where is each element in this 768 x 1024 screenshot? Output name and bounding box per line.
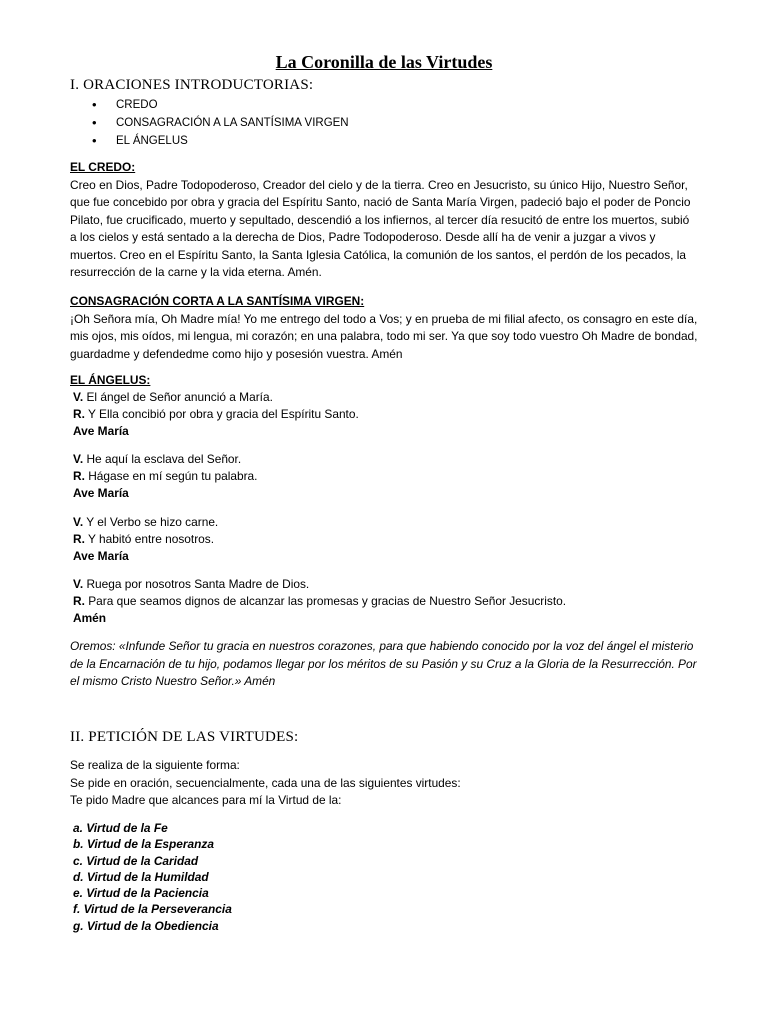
virtue-item: d. Virtud de la Humildad	[73, 869, 209, 884]
response-line	[73, 593, 693, 610]
response-text: Y Ella concibió por obra y gracia del Espíritu Santo.	[88, 407, 359, 421]
versicle-text: Y el Verbo se hizo carne.	[86, 515, 219, 529]
consagracion-text: ¡Oh Señora mía, Oh Madre mía! Yo me entrego del todo a Vos; y en prueba de mi filial afecto, os consagro en este día, mis ojos, mis oídos, mi lengua, mi corazón; en una palabra, todo mi ser. Ya que soy todo vuestro Oh Madre de bondad, guardadme y defendedme como hijo y posesión vuestra. Amén	[70, 311, 698, 361]
credo-text: Creo en Dios, Padre Todopoderoso, Creador del cielo y de la tierra. Creo en Jesucristo, su único Hijo, Nuestro Señor, que fue concebido por obra y gracia del Espíritu Santo, nació de Santa María Virgen, padeció bajo el poder de Poncio Pilato, fue crucificado, muerto y sepultado, descendió a los infiernos, al tercer día resucitó de entre los muertos, subió a los cielos y está sentado a la derecha de Dios, Padre Todopoderoso. Desde allí ha de venir a juzgar a vivos y muertos. Creo en el Espíritu Santo, la Santa Iglesia Católica, la comunión de los santos, el perdón de los pecados, la resurrección de la carne y la vida eterna. Amén.	[70, 177, 691, 279]
response-text: Hágase en mí según tu palabra.	[88, 469, 258, 483]
virtue-item: f. Virtud de la Perseverancia	[73, 902, 232, 917]
response-mark: R.	[73, 407, 85, 421]
virtues-list	[73, 820, 232, 934]
angelus-stanza	[73, 514, 693, 565]
angelus-stanza	[73, 389, 693, 440]
angelus-label: EL ÁNGELUS:	[70, 373, 151, 387]
response-mark: R.	[73, 594, 85, 608]
list-item: • CREDO	[92, 96, 349, 114]
instruction-line: Se realiza de la siguiente forma:	[70, 758, 240, 772]
response-mark: R.	[73, 532, 85, 546]
list-item: • EL ÁNGELUS	[92, 132, 349, 150]
versicle-text: Ruega por nosotros Santa Madre de Dios.	[86, 577, 310, 591]
virtue-item: e. Virtud de la Paciencia	[73, 886, 209, 901]
versicle-line	[73, 451, 693, 468]
instruction-line: Se pide en oración, secuencialmente, cada una de las siguientes virtudes:	[70, 775, 461, 790]
angelus-label-block	[70, 372, 698, 390]
versicle-text: He aquí la esclava del Señor.	[86, 452, 242, 466]
list-item: • CONSAGRACIÓN A LA SANTÍSIMA VIRGEN	[92, 114, 349, 132]
credo-label: EL CREDO:	[70, 160, 136, 174]
angelus-stanza	[73, 576, 693, 627]
oremos-prayer: Oremos: «Infunde Señor tu gracia en nuestros corazones, para que habiendo conocido por la voz del ángel el misterio de la Encarnación de tu hijo, podamos llegar por los méritos de su Pasión y su Cruz a la Gloria de la Resurrección. Por el mismo Cristo Nuestro Señor.» Amén	[70, 639, 697, 688]
versicle-line	[73, 576, 693, 593]
virtue-item: g. Virtud de la Obediencia	[73, 918, 219, 933]
virtue-item: b. Virtud de la Esperanza	[73, 837, 214, 852]
stanza-closing: Amén	[73, 611, 107, 625]
angelus-stanza	[73, 451, 693, 502]
stanza-closing: Ave María	[73, 424, 129, 438]
consagracion-section	[70, 293, 698, 363]
virtue-item: a. Virtud de la Fe	[73, 821, 168, 835]
versicle-mark: V.	[73, 452, 84, 466]
section-2-heading: II. PETICIÓN DE LAS VIRTUDES:	[70, 729, 299, 745]
response-mark: R.	[73, 469, 85, 483]
instruction-line: Te pido Madre que alcances para mí la Virtud de la:	[70, 793, 342, 807]
response-line	[73, 531, 693, 548]
versicle-mark: V.	[73, 390, 84, 404]
stanza-closing: Ave María	[73, 549, 129, 563]
section-1-heading: I. ORACIONES INTRODUCTORIAS:	[70, 77, 314, 93]
response-text: Y habitó entre nosotros.	[88, 532, 215, 546]
page-title: La Coronilla de las Virtudes	[275, 52, 493, 72]
intro-prayers-list	[92, 96, 349, 150]
response-line	[73, 468, 693, 485]
stanza-closing: Ave María	[73, 486, 129, 500]
response-text: Para que seamos dignos de alcanzar las promesas y gracias de Nuestro Señor Jesucristo.	[88, 594, 567, 608]
versicle-line	[73, 514, 693, 531]
petition-instructions	[70, 757, 690, 810]
versicle-text: El ángel de Señor anunció a María.	[86, 390, 273, 404]
credo-section	[70, 159, 698, 282]
virtue-item: c. Virtud de la Caridad	[73, 853, 199, 868]
versicle-mark: V.	[73, 515, 84, 529]
versicle-line	[73, 389, 693, 406]
versicle-mark: V.	[73, 577, 84, 591]
consagracion-label: CONSAGRACIÓN CORTA A LA SANTÍSIMA VIRGEN:	[70, 294, 365, 308]
response-line	[73, 406, 693, 423]
